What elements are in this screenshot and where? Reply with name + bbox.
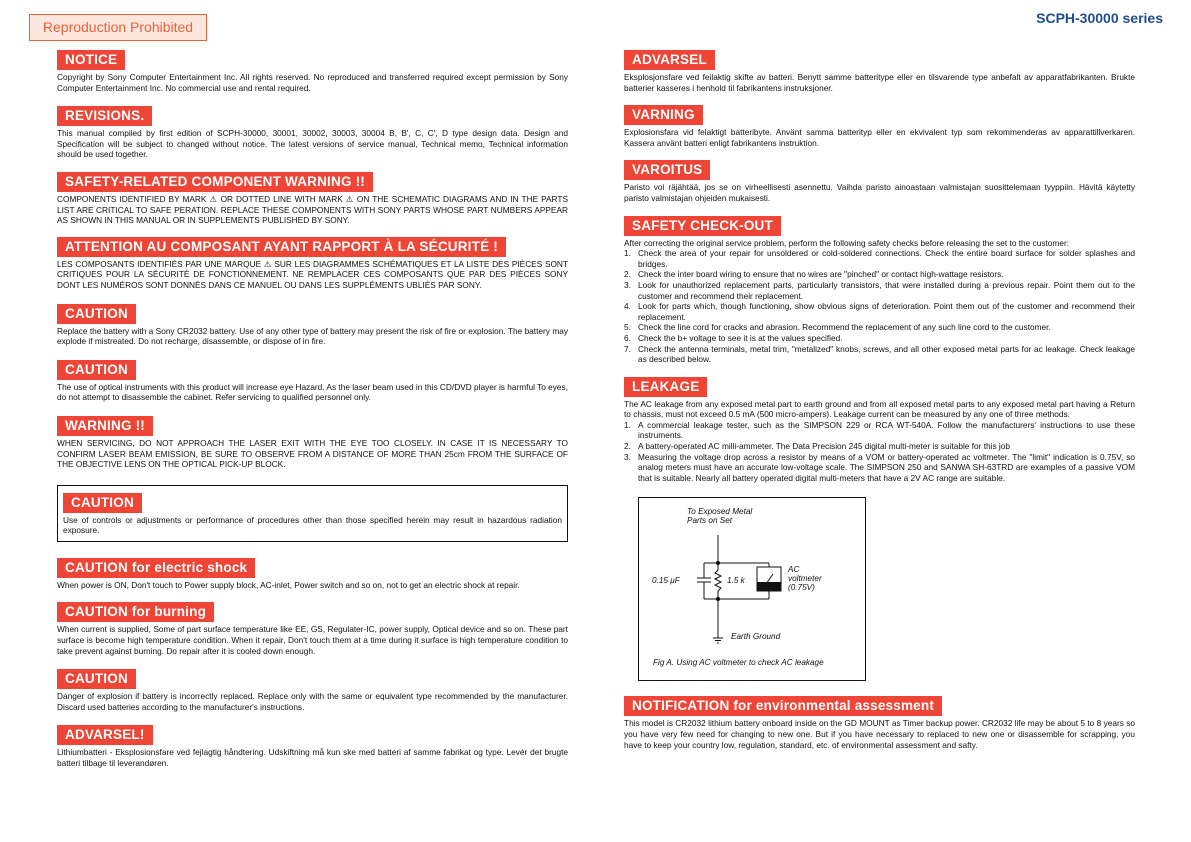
- list-number: 3.: [624, 279, 631, 290]
- attention-text: LES COMPOSANTS IDENTIFIÉS PAR UNE MARQUE ⚠ SUR LES DIAGRAMMES SCHÉMATIQUES ET LA LISTE DES PIÈCES SONT CRITIQUES POUR LA SÉCURITÉ DE FONCTIONNEMENT. NE REMPLACER CES COMPOSANTS QUE PAR DES PIÈCES SONY DONT LES NUMÉROS SONT DONNÉS DANS CE MANUEL OU DANS LES SUPPLÉMENTS UBLIÉS PAR SONY.: [57, 258, 568, 290]
- left-column: [57, 50, 568, 769]
- leakage-figure: [638, 497, 866, 681]
- caution-optical-text: The use of optical instruments with this product will increase eye Hazard. As the laser beam used in this CD/DVD player is harmful To eyes, do not attempt to disassemble the cabinet. Refer servicing to qualified personnel only.: [57, 381, 568, 403]
- series-title: SCPH-30000 series: [1036, 10, 1163, 26]
- list-item: [624, 441, 1135, 452]
- list-text: Check the line cord for cracks and abrasion. Recommend the replacement of any such line cord to the customer.: [638, 322, 1051, 333]
- list-number: 2.: [624, 269, 631, 280]
- varning-section: [624, 105, 1135, 148]
- list-number: 1.: [624, 419, 631, 430]
- caution-burning-heading: CAUTION for burning: [57, 602, 214, 622]
- safety-checkout-section: [624, 216, 1135, 365]
- revisions-text: This manual compiled by first edition of SCPH-30000, 30001, 30002, 30003, 30004 B, B', C, C', D type design data. Design and Specification will be subject to changed without notice. The latest versions of service manual, Technical memo, Technical information should be used together.: [57, 128, 568, 160]
- notice-section: [57, 50, 568, 93]
- list-number: 3.: [624, 451, 631, 462]
- list-item: [624, 269, 1135, 280]
- earth-ground-label: Earth Ground: [731, 632, 781, 642]
- list-item: [624, 420, 1135, 441]
- caution-boxed-heading: CAUTION: [63, 493, 142, 513]
- notice-text: Copyright by Sony Computer Entertainment Inc. All rights reserved. No reproduced and transferred required except permission by Sony Computer Entertainment Inc. No commercial use and rental required.: [57, 72, 568, 93]
- list-text: Look for parts which, though functioning, show obvious signs of deterioration. Point them out of the customer and recommend their replacement.: [638, 301, 1135, 322]
- list-number: 6.: [624, 332, 631, 343]
- safety-warning-text: COMPONENTS IDENTIFIED BY MARK ⚠ OR DOTTED LINE WITH MARK ⚠ ON THE SCHEMATIC DIAGRAMS AND IN THE PARTS LIST ARE CRITICAL TO SAFE PERATION. REPLACE THESE COMPONENTS WITH SONY PARTS WHOSE PART NUMBERS APPEAR AS SHOWN IN THIS MANUAL OR IN SUPPLEMENTS PUBLISHED BY SONY.: [57, 193, 568, 226]
- caution-burning-section: [57, 602, 568, 656]
- list-text: Check the b+ voltage to see it is at the values specified.: [638, 332, 843, 343]
- list-item: [624, 280, 1135, 301]
- advarsel-no-heading: ADVARSEL: [624, 50, 715, 70]
- list-number: 5.: [624, 322, 631, 333]
- safety-warning-section: [57, 172, 568, 226]
- list-number: 1.: [624, 248, 631, 259]
- varoitus-section: [624, 160, 1135, 203]
- caution-explosion-text: Danger of explosion if battery is incorrectly replaced. Replace only with the same or equivalent type recommended by the manufacturer. Discard used batteries according to the manufacturer's instructions.: [57, 691, 568, 712]
- capacitor-label: 0.15 μF: [652, 576, 680, 586]
- safety-checkout-list: [624, 248, 1135, 365]
- list-number: 7.: [624, 343, 631, 354]
- leakage-heading: LEAKAGE: [624, 377, 707, 397]
- varoitus-text: Paristo voi räjähtää, jos se on virheellisesti asennettu. Vaihda paristo ainoastaan valmistajan suosittelemaan tyyppiin. Hävitä käytetty paristo valmistajan ohjeiden mukaisesti.: [624, 182, 1135, 203]
- caution-battery-text: Replace the battery with a Sony CR2032 battery. Use of any other type of battery may present the risk of fire or explosion. The battery may explode if mistreated. Do not recharge, disassemble, or dispose of in fire.: [57, 325, 568, 347]
- list-text: Check the inter board wiring to ensure that no wires are "pinched" or contact high-wattage resistors.: [638, 269, 1004, 280]
- notification-section: [624, 696, 1135, 750]
- varoitus-heading: VAROITUS: [624, 160, 710, 180]
- varning-heading: VARNING: [624, 105, 703, 125]
- varning-text: Explosionsfara vid felaktigt batteribyte. Använt samma batterityp eller en ekvivalent typ som rekommenderas av apparattillverkaren. Kassera använt batteri enligt fabrikantens instruktion.: [624, 127, 1135, 148]
- caution-shock-text: When power is ON, Don't touch to Power supply block, AC-inlet, Power switch and so on, not to get an electric shock at repair.: [57, 579, 520, 590]
- figure-top-label: To Exposed Metal Parts on Set: [687, 507, 753, 526]
- caution-battery-heading: CAUTION: [57, 304, 136, 324]
- advarsel-dk-heading: ADVARSEL!: [57, 725, 153, 745]
- list-text: A battery-operated AC milli-ammeter. The Data Precision 245 digital multi-meter is suitable for this job: [638, 441, 1010, 452]
- leakage-intro: The AC leakage from any exposed metal part to earth ground and from all exposed metal parts to any exposed metal part having a Return to chassis, must not exceed 0.5 mA (500 micro-ampers). Leakage current can be measured by any one of three methods.: [624, 398, 1135, 420]
- list-text: Check the area of your repair for unsoldered or cold-soldered connections. Check the entire board surface for solder splashes and bridges.: [638, 248, 1135, 269]
- safety-warning-heading: SAFETY-RELATED COMPONENT WARNING !!: [57, 172, 373, 192]
- leakage-circuit-diagram: [639, 498, 867, 682]
- attention-heading: ATTENTION AU COMPOSANT AYANT RAPPORT À LA SÉCURITÉ !: [57, 237, 506, 257]
- list-number: 2.: [624, 441, 631, 452]
- warning-laser-section: [57, 416, 568, 470]
- list-text: Look for unauthorized replacement parts, particularly transistors, that were installed during a previous repair. Point them out to the customer and recommend their replacement.: [638, 279, 1135, 301]
- figure-caption: Fig A. Using AC voltmeter to check AC leakage: [653, 658, 824, 668]
- list-item: [624, 322, 1135, 333]
- reproduction-prohibited-stamp: Reproduction Prohibited: [29, 14, 207, 41]
- list-item: [624, 248, 1135, 269]
- right-column: [624, 50, 1135, 750]
- advarsel-no-text: Eksplosjonsfare ved feilaktig skifte av batteri. Benytt samme batteritype eller en tilsvarende type anbefalt av apparatfabrikanten. Brukte batterier kasseres i henhold til fabrikantens instruksjoner.: [624, 72, 1135, 93]
- caution-burning-text: When current is supplied, Some of part surface temperature like EE, GS, Regulater-IC, power supply, Optical device and so on. These part surface is become high temperature condition. When it repair, Don't touch them at a time during it surface is high temperature condition to take prevent against burning. Do repair after it is cooled down enough.: [57, 624, 568, 656]
- notification-heading: NOTIFICATION for environmental assessment: [624, 696, 942, 716]
- notice-heading: NOTICE: [57, 50, 125, 70]
- caution-boxed-text: Use of controls or adjustments or performance of procedures other than those specified herein may result in hazardous radiation exposure.: [63, 514, 562, 536]
- safety-checkout-intro: After correcting the original service problem, perform the following safety checks before releasing the set to the customer:: [624, 237, 1070, 248]
- attention-section: [57, 237, 568, 291]
- list-text: Check the antenna terminals, metal trim, "metalized" knobs, screws, and all other exposed metal parts for ac leakage. Check leakage as described below.: [638, 343, 1135, 365]
- caution-boxed-section: [57, 485, 568, 542]
- notification-text: This model is CR2032 lithium battery onboard inside on the GD MOUNT as Timer backup power. CR2032 life may be about 5 to 8 years so you have very few need for changing to new one. But if you have necessary to replaced to new one or disassemble for scrapping, you have to keep your country low, regulation, standard, etc. of environmental assessment and safty.: [624, 718, 1135, 750]
- advarsel-dk-section: [57, 725, 568, 768]
- list-item: [624, 344, 1135, 365]
- caution-explosion-section: [57, 669, 568, 712]
- list-item: [624, 452, 1135, 484]
- caution-shock-section: [57, 558, 568, 591]
- warning-laser-text: WHEN SERVICING, DO NOT APPROACH THE LASER EXIT WITH THE EYE TOO CLOSELY. IN CASE IT IS NECESSARY TO CONFIRM LASER BEAM EMISSION, BE SURE TO OBSERVE FROM A DISTANCE OF MORE THAN 25cm FROM THE SURFACE OF THE OBJECTIVE LENS ON THE OPTICAL PICK-UP BLOCK.: [57, 437, 568, 470]
- caution-explosion-heading: CAUTION: [57, 669, 136, 689]
- caution-shock-heading: CAUTION for electric shock: [57, 558, 255, 578]
- list-number: 4.: [624, 301, 631, 312]
- safety-checkout-heading: SAFETY CHECK-OUT: [624, 216, 781, 236]
- caution-optical-heading: CAUTION: [57, 360, 136, 380]
- caution-optical-section: [57, 360, 568, 403]
- list-text: Measuring the voltage drop across a resistor by means of a VOM or battery-operated ac voltmeter. The "limit" indication is 0.75V, so analog meters must have an accurate low-voltage scale. The SIMPSON 250 and SANWA SH-63TRD are examples of a passive VOM that is suitable. Nearly all battery operated digital multi-meters that have a 2V AC range are suitable.: [638, 451, 1135, 483]
- list-item: [624, 333, 1135, 344]
- advarsel-dk-text: Lithiumbatteri - Eksplosionsfare ved fejlagtig håndtering. Udskiftning må kun ske med batteri af samme fabrikat og type. Levér det brugte batteri tilbage til leverandøren.: [57, 747, 568, 769]
- leakage-section: [624, 377, 1135, 682]
- resistor-zigzag: [715, 570, 721, 591]
- voltmeter-label: AC voltmeter (0.75V): [788, 565, 822, 593]
- revisions-section: [57, 106, 568, 160]
- list-item: [624, 301, 1135, 322]
- meter-scale-band: [757, 582, 781, 591]
- resistor-label: 1.5 k: [727, 576, 745, 586]
- caution-battery-section: [57, 304, 568, 347]
- advarsel-no-section: [624, 50, 1135, 93]
- warning-laser-heading: WARNING !!: [57, 416, 153, 436]
- revisions-heading: REVISIONS.: [57, 106, 152, 126]
- list-text: A commercial leakage tester, such as the SIMPSON 229 or RCA WT-540A. Follow the manufacturers' instructions to use these instruments.: [638, 419, 1135, 441]
- leakage-list: [624, 420, 1135, 484]
